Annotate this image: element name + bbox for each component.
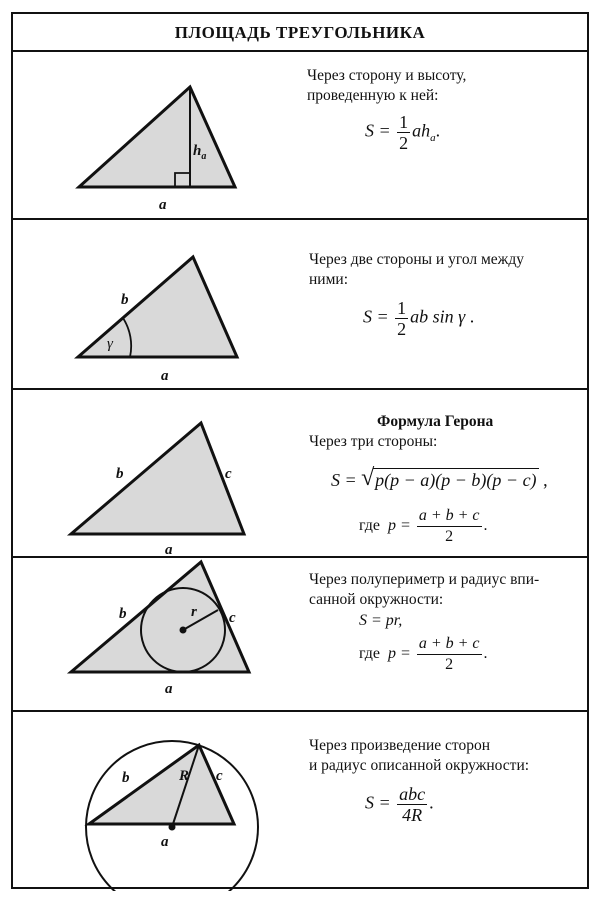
side-b-label: b — [116, 466, 124, 482]
formula-body: ah — [412, 120, 431, 141]
row2-formula: S = $\frac{1}{2}$ ab sin γ . — [363, 298, 475, 339]
triangle-shape — [89, 745, 234, 824]
side-c-label: c — [225, 466, 232, 482]
heron-formula: S = √ p(p − a)(p − b)(p − c) , — [331, 465, 548, 491]
side-b-label: b — [122, 770, 130, 786]
row5-desc-line2: и радиус описанной окружности: — [309, 757, 530, 774]
row5-formula: S = $\frac{\text{abc}}{4R}$ . — [365, 784, 434, 825]
row1-formula: S = $\frac{1}{2}$ $ah_a$. — [365, 112, 441, 153]
row5-description — [309, 736, 529, 776]
side-a-label: a — [161, 834, 169, 850]
side-c-label: c — [229, 610, 236, 626]
page-title: ПЛОЩАДЬ ТРЕУГОЛЬНИКА — [13, 14, 587, 52]
row-two-sides-angle — [13, 220, 587, 390]
row4-semiperimeter: где p = $\frac{a + b + c}{2}$ . — [359, 635, 488, 673]
side-a-label: a — [161, 368, 169, 384]
row4-formula: S = pr, — [359, 612, 403, 629]
side-a-label: a — [159, 197, 167, 213]
center-dot — [169, 824, 176, 831]
triangle-height-figure — [13, 52, 303, 220]
side-b-label: b — [119, 606, 127, 622]
formula-lhs: S = — [365, 120, 391, 141]
row-inscribed — [13, 558, 587, 712]
angle-gamma-label: γ — [107, 336, 113, 352]
row5-desc-line1: Через произведение сторон — [309, 737, 490, 754]
row4-description — [309, 570, 539, 610]
abc-over-4R-fraction: $\frac{\text{abc}}{4R}$ — [399, 784, 426, 825]
row-side-height — [13, 52, 587, 220]
center-dot — [180, 627, 187, 634]
heron-heading: Формула Герона — [377, 413, 494, 430]
row2-desc-line2: ними: — [309, 271, 348, 288]
semiperimeter-fraction: $\frac{a + b + c}{2}$ — [418, 635, 480, 673]
row3-description: Через три стороны: — [309, 433, 438, 450]
side-c-label: c — [216, 768, 223, 784]
row-heron — [13, 390, 587, 558]
height-label: $h_a$ — [193, 143, 207, 162]
row-circumscribed — [13, 712, 587, 891]
side-a-label: a — [165, 542, 173, 558]
fraction-half: $\frac{1}{2}$ — [399, 112, 409, 153]
formula-body: ab sin γ — [410, 306, 466, 327]
row3-semiperimeter: где p = $\frac{a + b + c}{2}$ . — [359, 507, 488, 545]
triangle-circumcircle-figure — [13, 712, 303, 891]
formula-subscript: a — [430, 132, 436, 145]
semiperimeter-fraction: $\frac{a + b + c}{2}$ — [418, 507, 480, 545]
triangle-incircle-figure — [13, 558, 303, 712]
radius-r-label: r — [191, 604, 197, 620]
area-table — [11, 12, 589, 889]
fraction-half: $\frac{1}{2}$ — [397, 298, 407, 339]
triangle-shape — [71, 423, 244, 534]
row1-desc-line2: проведенную к ней: — [307, 87, 439, 104]
radius-R-label: R — [179, 768, 190, 784]
row1-desc-line1: Через сторону и высоту, — [307, 67, 467, 84]
side-a-label: a — [165, 681, 173, 697]
side-b-label: b — [121, 292, 129, 308]
triangle-shape — [78, 257, 237, 357]
triangle-heron-figure — [13, 390, 303, 558]
row2-desc-line1: Через две стороны и угол между — [309, 251, 525, 268]
square-root: √ p(p − a)(p − b)(p − c) — [361, 465, 537, 491]
row4-desc-line2: санной окружности: — [309, 591, 444, 608]
triangle-shape — [79, 87, 235, 187]
row1-description — [307, 66, 466, 106]
row4-desc-line1: Через полупериметр и радиус впи- — [309, 571, 540, 588]
triangle-angle-figure — [13, 220, 303, 390]
row2-description — [309, 250, 524, 290]
